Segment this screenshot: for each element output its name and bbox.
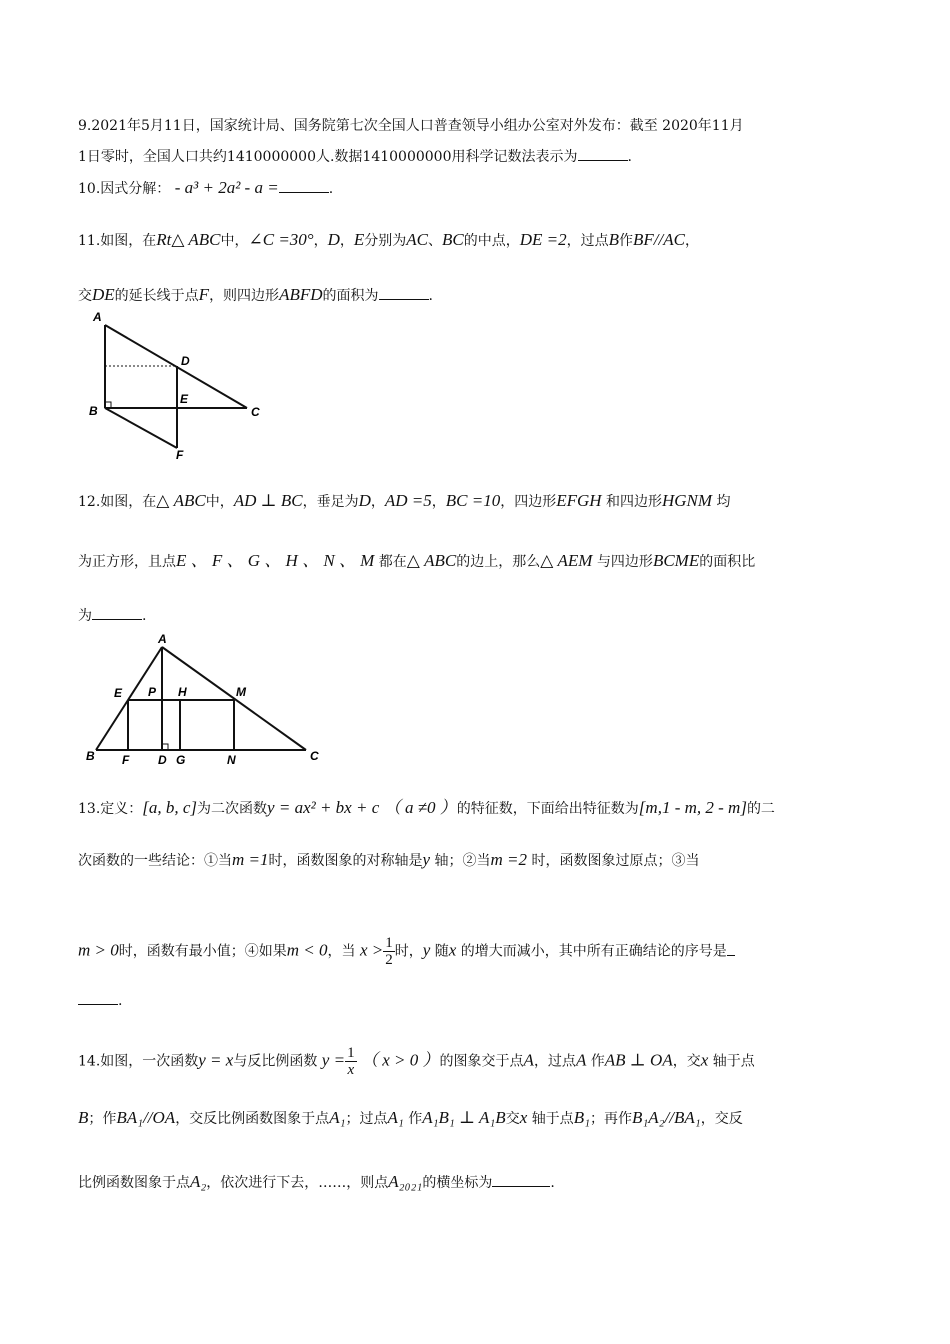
label-E: E xyxy=(114,686,123,700)
label-B: B xyxy=(89,404,98,418)
fraction-half: $\frac{1}{2}$ xyxy=(385,935,393,968)
q13-line4: . xyxy=(78,990,122,1011)
label-A: A xyxy=(158,632,167,646)
q11-figure xyxy=(85,305,275,465)
label-D: D xyxy=(158,753,167,767)
label-C: C xyxy=(310,749,319,763)
q12-line3: 为 . xyxy=(78,605,146,626)
answer-blank[interactable] xyxy=(492,1172,550,1187)
answer-blank[interactable] xyxy=(727,941,735,956)
q9-line2: 1日零时，全国人口共约1410000000人.数据1410000000用科学记数法表示为 . xyxy=(78,146,632,167)
q13-line3: m > 0时，函数有最小值；④如果m < 0，当 x > $\frac{1}{2}$ 时，y 随x 的增大而减小，其中所有正确结论的序号是 xyxy=(78,935,735,968)
q11-line2: 交DE的延长线于点F，则四边形ABFD的面积为 . xyxy=(78,285,433,304)
fraction-1-over-x: $\frac{1}{x}$ xyxy=(347,1045,355,1078)
label-F: F xyxy=(176,448,184,462)
segment-BF xyxy=(105,408,177,448)
answer-blank[interactable] xyxy=(92,605,142,620)
label-C: C xyxy=(251,405,260,419)
q12-line2: 为正方形，且点E 、 F 、 G 、 H 、 N 、 M 都在△ ABC的边上，那么△ AEM 与四边形BCME的面积比 xyxy=(78,551,756,570)
label-D: D xyxy=(181,354,190,368)
answer-blank[interactable] xyxy=(379,285,429,300)
q14-line2: B；作BA₁//OA，交反比例函数图象于点A₁；过点A₁ 作A₁B₁ ⊥ A₁B交x 轴于点B₁；再作B₁A₂//BA₁，交反 xyxy=(78,1108,743,1127)
label-M: M xyxy=(236,685,246,699)
q11-line1: 11.如图，在Rt△ ABC中，∠C =30°，D，E分别为AC、BC的中点，DE =2，过点B作BF//AC， xyxy=(78,230,699,249)
q13-line2: 次函数的一些结论：①当m =1时，函数图象的对称轴是y 轴；②当m =2 时，函数图象过原点；③当 xyxy=(78,850,700,869)
answer-blank[interactable] xyxy=(279,178,329,193)
q14-line1: 14.如图，一次函数y = x与反比例函数 y = $\frac{1}{x}$ （ x > 0 ）的图象交于点A，过点A 作AB ⊥ OA，交x 轴于点 xyxy=(78,1045,755,1078)
label-F: F xyxy=(122,753,130,767)
q12-figure xyxy=(80,630,330,770)
q10-line: 10.因式分解： - a³ + 2a² - a = . xyxy=(78,178,334,197)
label-B: B xyxy=(86,749,95,763)
q12-line1: 12.如图，在△ ABC中，AD ⊥ BC，垂足为D，AD =5，BC =10，四边形EFGH 和四边形HGNM 均 xyxy=(78,491,731,510)
q9-line1: 9.2021年5月11日，国家统计局、国务院第七次全国人口普查领导小组办公室对外发布：截至 2020年11月 xyxy=(78,118,744,134)
answer-blank-cont[interactable] xyxy=(78,990,118,1005)
label-E: E xyxy=(180,392,189,406)
q13-line1: 13.定义：[a, b, c]为二次函数y = ax² + bx + c （ a ≠0 ）的特征数，下面给出特征数为[m,1 - m, 2 - m]的二 xyxy=(78,798,775,817)
label-H: H xyxy=(178,685,187,699)
q14-line3: 比例函数图象于点A₂，依次进行下去，……，则点A₂₀₂₁的横坐标为 . xyxy=(78,1172,555,1191)
label-N: N xyxy=(227,753,236,767)
label-P: P xyxy=(148,685,157,699)
answer-blank[interactable] xyxy=(578,146,628,161)
label-A: A xyxy=(93,310,102,324)
label-G: G xyxy=(176,753,186,767)
